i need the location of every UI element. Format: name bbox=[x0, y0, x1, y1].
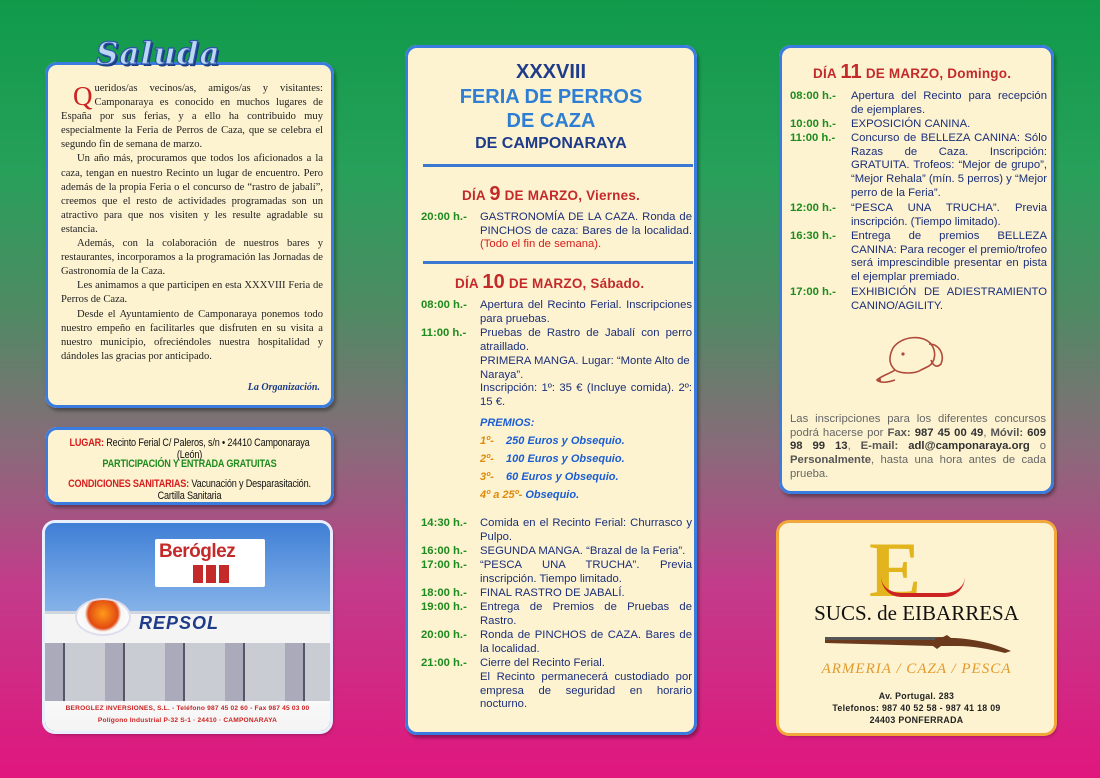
premios-label: PREMIOS: bbox=[480, 417, 535, 429]
edition-title: XXXVIII bbox=[515, 61, 587, 83]
dog-icon bbox=[871, 330, 955, 390]
premio-row: 3º- 60 Euros y Obsequio. bbox=[480, 471, 619, 483]
fuel-pumps bbox=[45, 643, 330, 703]
shop-slogan: ARMERIA / CAZA / PESCA bbox=[821, 661, 1012, 677]
divider bbox=[423, 164, 693, 167]
program-panel: XXXVIII FERIA DE PERROS DE CAZA DE CAMPONARAYA DÍA 9 DE MARZO, Viernes. 20:00 h.- GASTRONOMÍA DE LA CAZA. Ronda de PINCHOS de caza: Bares de la localidad. (Todo el fin de semana). DÍA 10 DE MARZO, Sábado. 08:00 h.- Apertura del Recinto Ferial. Inscripciones para pruebas. 11:00 h.- Pruebas de Rastro de Jabalí con perro atraillado. PRIMERA MANGA. Lugar: “Monte Alto de Naraya”. Inscripción: 1º: 35 € (Incluye comida). 2º: 15 €. PREMIOS: 1º- 250 Euros y Obsequio. 2º- 100 Euros y Obsequio. 3º- 60 Euros y Obsequio. 4º a 25º- Obsequio. 14:30 h.- Comida en el Recinto Ferial: Churrasco y Pulpo. 16:00 h.- SEGUNDA MANGA. “Brazal de la Feria”. 17:00 h.- “PESCA UNA TRUCHA”. Previa inscripción. Tiempo limitado. 18:00 h.- FINAL RASTRO DE JABALÍ. 19:00 h.- Entrega de Premios de Pruebas de Rastro. 20:00 h.- Ronda de PINCHOS de CAZA. Bares de la localidad. 21:00 h.- Cierre del Recinto Ferial. El Recinto permanecerá custodiado por empresa de seguridad en horario nocturno. bbox=[405, 45, 697, 735]
shop-name: SUCS. de EIBARRESA bbox=[814, 601, 1019, 625]
saluda-paragraph: Desde el Ayuntamiento de Camponaraya ponemos todo nuestro empeño en facilitarles que disfruten en su visita a nuestro municipio, ofreciéndoles nuestra hospitalidad y dándoles las gracias por anticipado. bbox=[61, 308, 323, 362]
premio-row: 1º- 250 Euros y Obsequio. bbox=[480, 435, 625, 447]
shotgun-icon bbox=[823, 629, 1013, 653]
saluda-paragraph: Un año más, procuramos que todos los aficionados a la caza, tengan en nuestro Recinto un lugar de encuentro. Pero además de la propia Feria o el concurso de “rastro de jabalí”, creemos que el resto de actividades programadas son un atractivo para que nos visiten y les resulte agradable su estancia. bbox=[61, 153, 323, 235]
saluda-paragraph: Les animamos a que participen en esta XXXVIII Feria de Perros de Caza. bbox=[61, 280, 323, 306]
info-panel bbox=[45, 427, 334, 505]
saluda-paragraph: Además, con la colaboración de nuestros bares y restaurantes, incorporamos a la programación las Jornadas de Gastronomía de la Caza. bbox=[61, 238, 323, 278]
feria-title: FERIA DE PERROS bbox=[459, 86, 643, 108]
premio-row: 4º a 25º- Obsequio. bbox=[480, 489, 580, 501]
feria-town: DE CAMPONARAYA bbox=[475, 135, 627, 152]
shop-address: Av. Portugal. 283 bbox=[878, 691, 955, 701]
day-11-heading: DÍA 11 DE MARZO, Domingo. bbox=[813, 61, 1012, 83]
beroglez-logo: Beróglez bbox=[155, 539, 265, 587]
inscripciones-text: Las inscripciones para los diferentes concursos podrá hacerse por Fax: 987 45 00 49, Móvil: 609 98 99 13, E-mail: adl@camponaraya.org o Personalmente, hasta una hora antes de cada prueba. bbox=[790, 413, 1046, 480]
shop-city: 24403 PONFERRADA bbox=[869, 715, 964, 725]
day-9-heading: DÍA 9 DE MARZO, Viernes. bbox=[462, 183, 640, 205]
beroglez-contact: BEROGLEZ INVERSIONES, S.L. - Teléfono 987 45 02 60 - Fax 987 45 03 00 Polígono Industrial P-32 S-1 · 24410 · CAMPONARAYA bbox=[45, 701, 330, 731]
eibarresa-ad bbox=[779, 523, 1054, 733]
saluda-panel bbox=[45, 62, 334, 408]
dropcap: Q bbox=[73, 81, 93, 111]
saluda-paragraph: Queridos/as vecinos/as, amigos/as y visitantes: Camponaraya es conocido en muchos lugares de España por sus ferias, y a ello ha contribuido muy especialmente la Feria de Perros de Caza, que se celebra el segundo fin de semana de marzo. bbox=[61, 81, 323, 151]
logo-swirl bbox=[881, 577, 965, 597]
repsol-logo-icon bbox=[75, 598, 131, 636]
lugar-line: LUGAR: Recinto Ferial C/ Paleros, s/n • 24410 Camponaraya (León) bbox=[69, 437, 310, 461]
repsol-text: REPSOL bbox=[139, 613, 220, 633]
shop-phones: Telefonos: 987 40 52 58 - 987 41 18 09 bbox=[832, 703, 1001, 713]
saluda-text bbox=[61, 82, 323, 364]
saluda-signature: La Organización. bbox=[247, 382, 320, 393]
beroglez-photo bbox=[45, 523, 330, 731]
saluda-title: Saluda bbox=[96, 36, 221, 72]
day-10-heading: DÍA 10 DE MARZO, Sábado. bbox=[455, 271, 645, 293]
participacion-line: PARTICIPACIÓN Y ENTRADA GRATUITAS bbox=[102, 458, 277, 470]
day-11-panel: DÍA 11 DE MARZO, Domingo. 08:00 h.- Apertura del Recinto para recepción de ejemplares. 10:00 h.- EXPOSICIÓN CANINA. 11:00 h.- Concurso de BELLEZA CANINA: Sólo Razas de Caza. Inscripción: GRATUITA. Trofeos: “Mejor de grupo”, “Mejor Rehala” (mín. 5 perros) y “Mejor perro de la Feria”. 12:00 h.- “PESCA UNA TRUCHA”. Previa inscripción. (Tiempo limitado). 16:30 h.- Entrega de premios BELLEZA CANINA: Para recoger el premio/trofeo será imprescindible presentar en pista el ejemplar premiado. 17:00 h.- EXHIBICIÓN DE ADIESTRAMIENTO CANINO/AGILITY. Las inscripciones para los diferentes concursos podrá hacerse por Fax: 987 45 00 49, Móvil: 609 98 99 13, E-mail: adl@camponaraya.org o Personalmente, hasta una hora antes de cada prueba. bbox=[779, 45, 1054, 494]
divider bbox=[423, 261, 693, 264]
eibarresa-logo: E bbox=[869, 526, 922, 613]
premio-row: 2º- 100 Euros y Obsequio. bbox=[480, 453, 625, 465]
feria-title-2: DE CAZA bbox=[506, 110, 596, 132]
condiciones-line: CONDICIONES SANITARIAS: Vacunación y Desparasitación. Cartilla Sanitaria bbox=[68, 478, 311, 502]
